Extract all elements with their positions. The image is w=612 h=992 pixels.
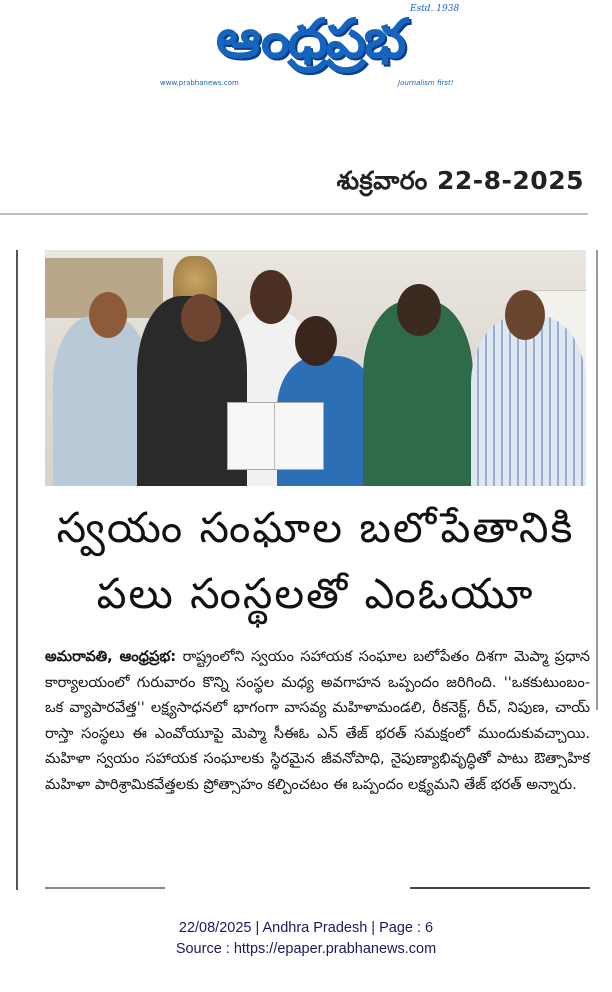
photo-person-head [505,290,545,340]
bottom-divider-left [45,887,165,889]
photo-person-head [250,270,292,324]
article-body-text: రాష్ట్రంలోని స్వయం సహాయక సంఘాల బలోపేతం దిశగా మెప్మా ప్రధాన కార్యాలయంలో గురువారం కొన్ని సంస్థల మధ్య అవగాహన ఒప్పందం జరిగింది. ''ఒకకుటుంబం- ఒక వ్యాపారవేత్త'' లక్ష్యసాధనలో భాగంగా వాసవ్య మహిళామండలి, రీకనెక్ట్, రీచ్, నిపుణ, చాయ్ రాస్తా సంస్థలు ఈ ఎంవోయూపై మెప్మా సీఈఓ ఎన్ తేజ్ భరత్ సమక్షంలో ముందుకువచ్చాయి. మహిళా స్వయం సహాయక సంఘాలకు స్థిరమైన జీవనోపాధి, నైపుణ్యాభివృద్ధితో పాటు ఔత్సాహిక మహిళా పారిశ్రామికవేత్తలకు ప్రోత్సాహం కల్పించటం ఈ ఒప్పందం లక్ష్యమని తేజ్ భరత్ అన్నారు. [45,648,590,793]
tagline: Journalism first! [398,79,454,87]
right-column-rule [596,250,598,710]
footer-edition-info: 22/08/2025 | Andhra Pradesh | Page : 6 [178,920,434,936]
website-label: www.prabhanews.com [160,79,239,87]
footer-source-link[interactable]: Source : https://epaper.prabhanews.com [175,941,437,957]
bottom-divider-right [410,887,590,889]
left-column-rule [16,250,18,890]
photo-person-head [181,294,221,342]
edition-date: శుక్రవారం 22-8-2025 [336,166,584,195]
article-photo [45,250,586,486]
article-body [45,644,590,797]
article-dateline: అమరావతి, ఆంధ్రప్రభ: [45,648,177,665]
mou-document [227,402,324,470]
headline-line-2: పలు సంస్థలతో ఎంఓయూ [96,569,535,618]
photo-person [471,316,586,486]
headline-line-1: స్వయం సంఘాల బలోపేతానికి [56,503,575,552]
masthead [0,0,612,100]
photo-person-head [89,292,127,338]
top-divider [0,213,588,215]
photo-person-head [397,284,441,336]
newspaper-logo: ఆంధ్రప్రభ [215,6,405,70]
photo-person-head [295,316,337,366]
page-footer [0,918,612,960]
estd-label: Estd. 1938 [410,4,460,14]
